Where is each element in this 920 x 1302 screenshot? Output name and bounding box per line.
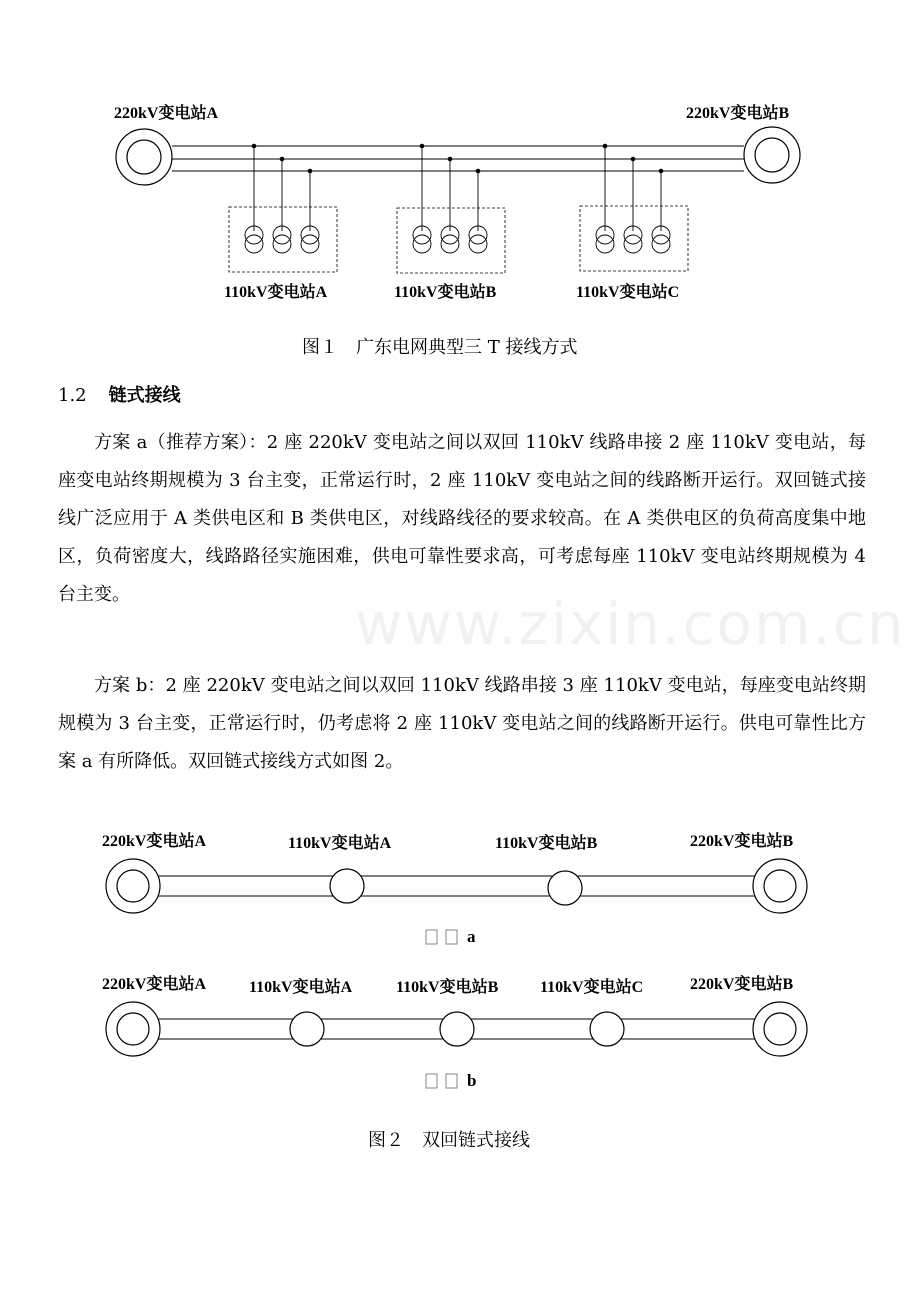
section-title: 链式接线 xyxy=(108,385,181,406)
fig2-caption: 图２ 双回链式接线 xyxy=(368,1130,530,1151)
fig2b-chain xyxy=(106,1002,807,1056)
fig1-label-110kv-b: 110kV变电站B xyxy=(394,284,497,301)
fig1-bus-lines xyxy=(172,146,744,171)
fig1-label-110kv-c: 110kV变电站C xyxy=(576,284,680,301)
fig2a-label-110kv-b: 110kV变电站B xyxy=(495,835,598,852)
paragraph-scheme-a: 方案 a（推荐方案）：2 座 220kV 变电站之间以双回 110kV 线路串接 2 座 110kV 变电站，每座变电站终期规模为 3 台主变，正常运行时，2 座 110kV 变电站之间的线路断开运行。双回链式接线广泛应用于 A 类供电区和 B 类供电区，对线路线径的要求较高。在 A 类供电区的负荷高度集中地区，负荷密度大，线路路径实施困难，供电可靠性要求高，可考虑每座 110kV 变电站终期规模为 4 台主变。 xyxy=(58,432,866,605)
fig1-substation-220-a-outer xyxy=(116,129,172,185)
fig2b-label-220kv-a: 220kV变电站A xyxy=(102,976,207,993)
fig2-diagram xyxy=(0,840,920,1100)
fig1-substation-220-a-inner xyxy=(127,140,161,174)
fig1-substation-220-b-outer xyxy=(744,127,800,183)
fig2b-label-110kv-b: 110kV变电站B xyxy=(396,979,499,996)
fig2-sub-label-glyph-boxes xyxy=(426,930,457,1088)
fig1-group-110-c xyxy=(580,144,688,271)
fig2a-label-110kv-a: 110kV变电站A xyxy=(288,835,392,852)
fig2a-chain xyxy=(106,859,807,913)
fig1-label-110kv-a: 110kV变电站A xyxy=(224,284,328,301)
watermark: www.zixin.com.cn xyxy=(355,590,906,658)
fig1-caption: 图１ 广东电网典型三 T 接线方式 xyxy=(302,337,578,358)
fig1-label-220kv-b: 220kV变电站B xyxy=(686,105,790,122)
fig1-label-220kv-a: 220kV变电站A xyxy=(114,105,219,122)
fig1-substation-220-b-inner xyxy=(755,138,789,172)
fig2a-label-220kv-b: 220kV变电站B xyxy=(690,833,794,850)
section-number: 1.2 xyxy=(58,385,87,406)
fig2b-label-110kv-a: 110kV变电站A xyxy=(249,979,353,996)
fig2b-sub-label: b xyxy=(467,1071,477,1090)
fig2b-label-220kv-b: 220kV变电站B xyxy=(690,976,794,993)
paragraph-scheme-b: 方案 b：2 座 220kV 变电站之间以双回 110kV 线路串接 3 座 110kV 变电站，每座变电站终期规模为 3 台主变，正常运行时，仍考虑将 2 座 110kV 变电站之间的线路断开运行。供电可靠性比方案 a 有所降低。双回链式接线方式如图 2。 xyxy=(58,675,866,772)
section-heading xyxy=(58,384,181,408)
fig2b-label-110kv-c: 110kV变电站C xyxy=(540,979,644,996)
fig2a-label-220kv-a: 220kV变电站A xyxy=(102,833,207,850)
fig2a-sub-label: a xyxy=(467,927,476,946)
fig1-group-110-a xyxy=(229,144,337,272)
fig1-group-110-b xyxy=(397,144,505,273)
